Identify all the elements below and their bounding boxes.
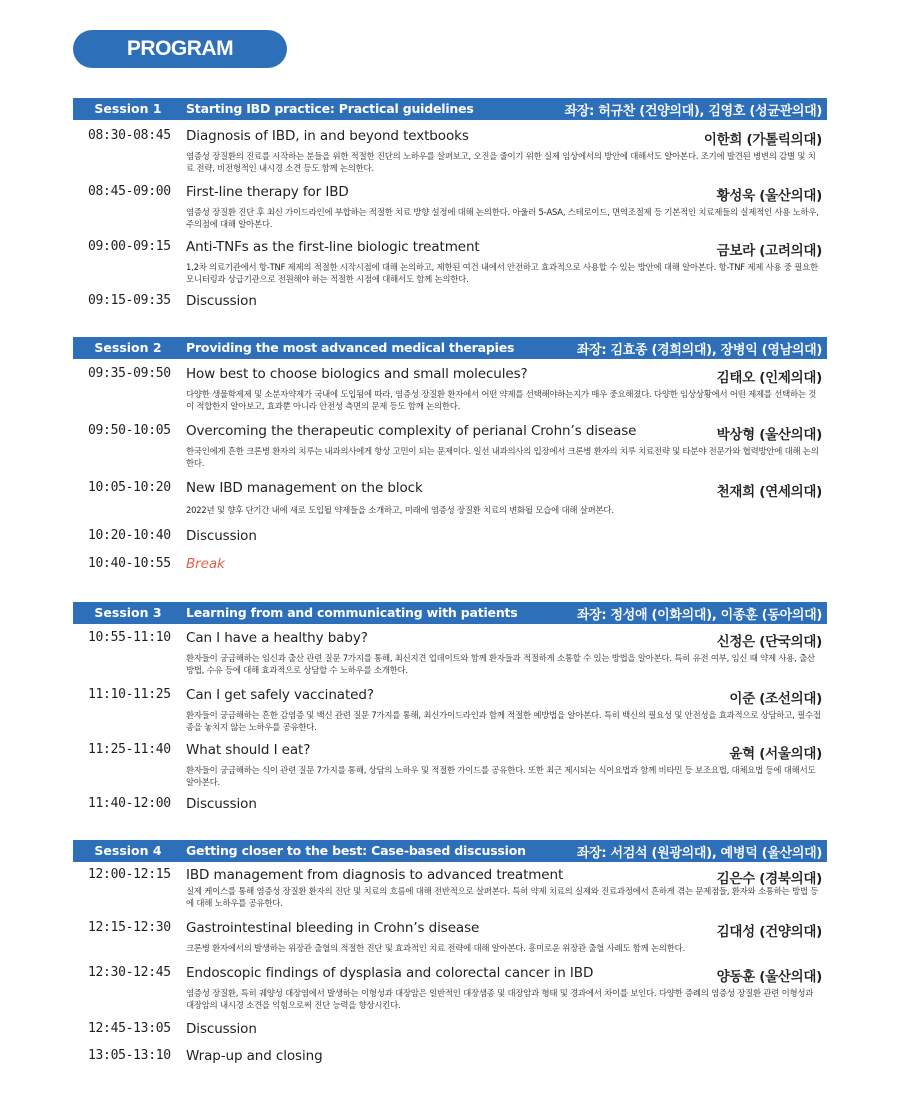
talk-time: 11:40-12:00 xyxy=(88,796,171,811)
talk-title: Discussion xyxy=(186,1021,257,1037)
talk-speaker: 양동훈 (울산의대) xyxy=(716,969,822,985)
talk-time: 10:40-10:55 xyxy=(88,556,171,571)
talk-speaker: 황성욱 (울산의대) xyxy=(716,188,822,204)
talk-description: 염증성 장질환 진단 후 최신 가이드라인에 부합하는 적절한 치료 방향 설정에 대해 논의한다. 아울러 5-ASA, 스테로이드, 면역조절제 등 기본적인 치료제들의 실제적인 사용 노하우, 주의점에 대해 알아본다. xyxy=(186,207,819,229)
talk-time: 10:05-10:20 xyxy=(88,480,171,495)
session-header xyxy=(73,840,827,862)
session-title: Starting IBD practice: Practical guidelines xyxy=(186,101,474,116)
talk-title: Overcoming the therapeutic complexity of perianal Crohn’s disease xyxy=(186,423,637,439)
talk-time: 12:00-12:15 xyxy=(88,867,171,882)
talk-description: 다양한 생물학제제 및 소분자약제가 국내에 도입됨에 따라, 염증성 장질환 환자에서 어떤 약제를 선택해야하는지가 매우 중요해졌다. 다양한 임상상황에서 어떤 제제를 선택하는 것이 적합한지 알아보고, 효과뿐 아니라 안전성 측면의 문제 등도 함께 논의한다. xyxy=(186,389,817,411)
talk-description: 실제 케이스를 통해 염증성 장질환 환자의 진단 및 치료의 흐름에 대해 전반적으로 살펴본다. 특히 약제 치료의 실제와 진료과정에서 흔하게 겪는 문제점들, 환자와 소통하는 방법 등에 대해 노하우를 공유한다. xyxy=(186,886,819,908)
talk-title: Anti-TNFs as the first-line biologic treatment xyxy=(186,239,480,255)
session-title: Providing the most advanced medical therapies xyxy=(186,340,515,355)
talk-title: Discussion xyxy=(186,293,257,309)
talk-title: Discussion xyxy=(186,796,257,812)
talk-title: Wrap-up and closing xyxy=(186,1048,323,1064)
session-chairs: 좌장: 김효종 (경희의대), 장병익 (영남의대) xyxy=(576,343,822,358)
session-header xyxy=(73,602,827,624)
talk-title: Diagnosis of IBD, in and beyond textbooks xyxy=(186,128,469,144)
break-label: Break xyxy=(186,556,225,572)
session-number: Session 4 xyxy=(94,843,162,858)
talk-time: 09:35-09:50 xyxy=(88,366,171,381)
talk-description: 크론병 환자에서의 발생하는 위장관 출혈의 적절한 진단 및 효과적인 치료 전략에 대해 알아본다. 흥미로운 위장관 출혈 사례도 함께 논의한다. xyxy=(186,943,685,953)
talk-speaker: 금보라 (고려의대) xyxy=(716,243,822,259)
talk-speaker: 천재희 (연세의대) xyxy=(716,484,822,500)
talk-description: 1,2차 의료기관에서 항-TNF 제제의 적절한 시작시점에 대해 논의하고, 제한된 여건 내에서 안전하고 효과적으로 사용할 수 있는 방안에 대해 알아본다. 항-TNF 제제 사용 중 필요한 모니터링과 상급기관으로 전원해야 하는 적절한 시점에 대해서도 함께 논의한다. xyxy=(186,262,818,284)
talk-speaker: 이한희 (가톨릭의대) xyxy=(703,132,822,148)
session-header xyxy=(73,98,827,120)
talk-description: 환자들이 궁금해하는 임신과 출산 관련 질문 7가지를 통해, 최신지견 업데이트와 함께 환자들과 적절하게 소통할 수 있는 방법을 알아본다. 특히 유전 여부, 임신 때 약제 사용, 출산방법, 수유 등에 대해 효과적으로 상담할 수 노하우를 소개한다. xyxy=(186,653,815,675)
talk-title: Can I get safely vaccinated? xyxy=(186,687,374,703)
talk-speaker: 이준 (조선의대) xyxy=(729,691,822,707)
talk-time: 09:15-09:35 xyxy=(88,293,171,308)
talk-time: 10:20-10:40 xyxy=(88,528,171,543)
session-2 xyxy=(73,337,827,359)
talk-title: What should I eat? xyxy=(186,742,311,758)
talk-speaker: 박상형 (울산의대) xyxy=(716,427,822,443)
talk-time: 13:05-13:10 xyxy=(88,1048,171,1063)
talk-title: First-line therapy for IBD xyxy=(186,184,349,200)
talk-description: 2022년 및 향후 단기간 내에 새로 도입될 약제들을 소개하고, 미래에 염증성 장질환 치료의 변화될 모습에 대해 살펴본다. xyxy=(186,505,614,515)
talk-time: 11:25-11:40 xyxy=(88,742,171,757)
talk-time: 10:55-11:10 xyxy=(88,630,171,645)
talk-time: 09:50-10:05 xyxy=(88,423,171,438)
session-number: Session 1 xyxy=(94,101,162,116)
talk-description: 환자들이 궁금해하는 흔한 감염증 및 백신 관련 질문 7가지를 통해, 최신가이드라인과 함께 적절한 예방법을 알아본다. 특히 백신의 필요성 및 안전성을 효과적으로 상담하고, 필수접종을 놓치지 않는 노하우를 공유한다. xyxy=(186,710,821,732)
talk-time: 12:30-12:45 xyxy=(88,965,171,980)
talk-title: New IBD management on the block xyxy=(186,480,423,496)
talk-speaker: 김태오 (인제의대) xyxy=(716,370,822,386)
talk-title: Endoscopic findings of dysplasia and colorectal cancer in IBD xyxy=(186,965,594,981)
session-chairs: 좌장: 정성애 (이화의대), 이종훈 (동아의대) xyxy=(576,608,822,623)
session-chairs: 좌장: 허규찬 (건양의대), 김영호 (성균관의대) xyxy=(564,104,822,119)
session-3 xyxy=(73,602,827,624)
session-1 xyxy=(73,98,827,120)
talk-time: 12:45-13:05 xyxy=(88,1021,171,1036)
talk-speaker: 신정은 (단국의대) xyxy=(716,634,822,650)
talk-time: 11:10-11:25 xyxy=(88,687,171,702)
talk-speaker: 윤혁 (서울의대) xyxy=(729,746,822,762)
session-chairs: 좌장: 서검석 (원광의대), 예병덕 (울산의대) xyxy=(576,846,822,861)
talk-time: 08:45-09:00 xyxy=(88,184,171,199)
talk-description: 한국인에게 흔한 크론병 환자의 치루는 내과의사에게 항상 고민이 되는 문제이다. 일선 내과의사의 입장에서 크론병 환자의 치루 치료전략 및 타분야 전문가와 협력방안에 대해 논의한다. xyxy=(186,446,819,468)
talk-title: IBD management from diagnosis to advanced treatment xyxy=(186,867,564,883)
talk-time: 09:00-09:15 xyxy=(88,239,171,254)
talk-description: 염증성 장질환의 진료를 시작하는 분들을 위한 적절한 진단의 노하우를 살펴보고, 오진을 줄이기 위한 실제 임상에서의 방안에 대해서도 알아본다. 조기에 발견된 병변의 감별 및 치료 전략, 비전형적인 내시경 소견 등도 함께 논의한다. xyxy=(186,151,816,173)
talk-description: 환자들이 궁금해하는 식이 관련 질문 7가지를 통해, 상담의 노하우 및 적절한 가이드를 공유한다. 또한 최근 제시되는 식이요법과 함께 비타민 등 보조요법, 대체요법 등에 대해서도 알아본다. xyxy=(186,765,816,787)
talk-title: How best to choose biologics and small molecules? xyxy=(186,366,528,382)
talk-time: 12:15-12:30 xyxy=(88,920,171,935)
program-title: PROGRAM xyxy=(126,37,234,60)
talk-description: 염증성 장질환, 특히 궤양성 대장염에서 발생하는 이형성과 대장암은 일반적인 대장샘종 및 대장암과 형태 및 경과에서 차이를 보인다. 다양한 증례의 염증성 장질환 관련 이형성과 대장암의 내시경 소견을 익힘으로써 진단 능력을 향상시킨다. xyxy=(186,988,814,1010)
talk-title: Can I have a healthy baby? xyxy=(186,630,368,646)
session-number: Session 3 xyxy=(94,605,162,620)
session-number: Session 2 xyxy=(94,340,162,355)
talk-speaker: 김은수 (경북의대) xyxy=(716,871,822,887)
program-title-badge xyxy=(73,30,287,68)
talk-speaker: 김대성 (건양의대) xyxy=(716,924,822,940)
session-title: Getting closer to the best: Case-based discussion xyxy=(186,843,526,858)
session-title: Learning from and communicating with patients xyxy=(186,605,518,620)
session-header xyxy=(73,337,827,359)
talk-title: Gastrointestinal bleeding in Crohn’s disease xyxy=(186,920,480,936)
session-4 xyxy=(73,840,827,862)
talk-title: Discussion xyxy=(186,528,257,544)
talk-time: 08:30-08:45 xyxy=(88,128,171,143)
